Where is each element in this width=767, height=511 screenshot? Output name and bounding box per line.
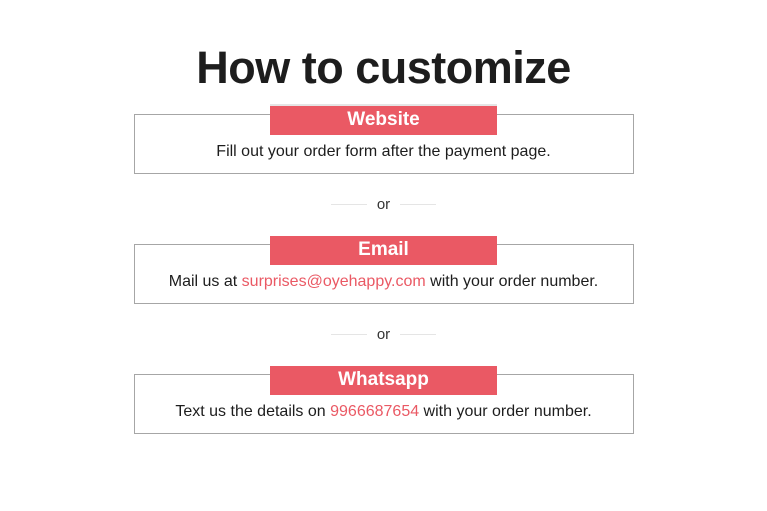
or-dash-left xyxy=(331,334,367,335)
or-dash-left xyxy=(331,204,367,205)
page-title: How to customize xyxy=(196,42,571,93)
whatsapp-instruction-text xyxy=(175,403,591,421)
whatsapp-phone-link[interactable]: 9966687654 xyxy=(330,402,420,420)
section-email xyxy=(134,236,634,304)
email-text-before: Mail us at xyxy=(168,272,242,290)
section-website xyxy=(134,106,634,174)
whatsapp-text-after: with your order number. xyxy=(419,402,592,420)
whatsapp-header-band xyxy=(270,366,497,395)
email-header-band xyxy=(270,236,497,265)
or-divider-2 xyxy=(0,324,767,345)
website-instruction-text xyxy=(216,143,550,161)
or-label: or xyxy=(376,195,391,213)
email-instruction-text xyxy=(169,273,598,291)
website-label: Website xyxy=(347,109,420,131)
or-divider-1 xyxy=(0,194,767,215)
website-header-band xyxy=(270,106,497,135)
whatsapp-label: Whatsapp xyxy=(338,369,429,391)
or-dash-right xyxy=(400,334,436,335)
or-dash-right xyxy=(400,204,436,205)
email-address-link[interactable]: surprises@oyehappy.com xyxy=(241,272,426,290)
website-text-before: Fill out your order form after the payment page. xyxy=(216,142,551,160)
whatsapp-text-before: Text us the details on xyxy=(175,402,331,420)
section-whatsapp xyxy=(134,366,634,434)
or-label: or xyxy=(376,325,391,343)
email-label: Email xyxy=(358,239,409,261)
email-text-after: with your order number. xyxy=(425,272,599,290)
